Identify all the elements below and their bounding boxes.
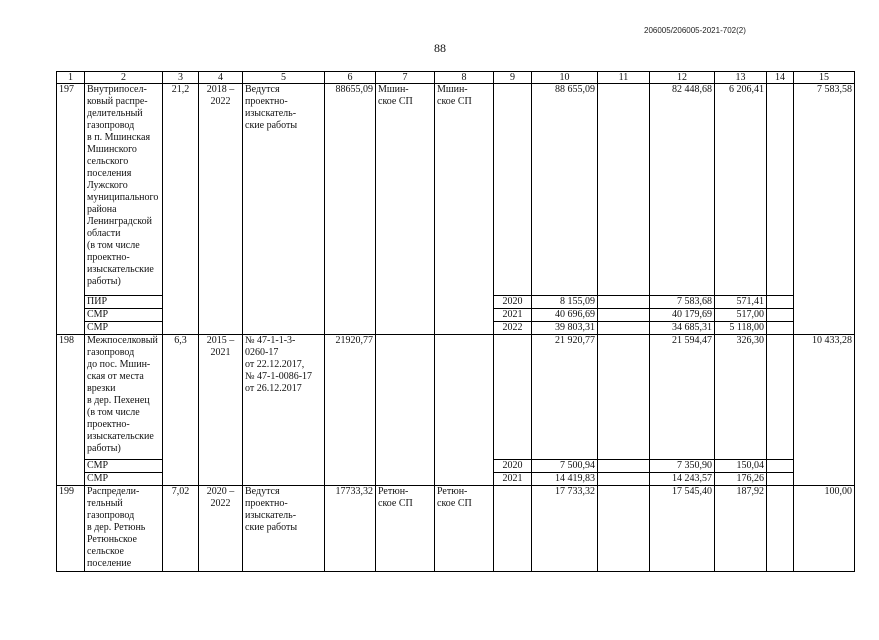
- amount-col10: 40 696,69: [532, 309, 598, 322]
- row-number: 198: [57, 335, 85, 486]
- header-cell: 12: [650, 72, 715, 84]
- amount-col11: [598, 460, 650, 473]
- work-type: СМР: [85, 460, 163, 473]
- header-cell: 1: [57, 72, 85, 84]
- period-years: 2018 – 2022: [199, 84, 243, 335]
- amount-col13: 326,30: [715, 335, 767, 460]
- amount-col13: 6 206,41: [715, 84, 767, 296]
- amount-col14: [767, 322, 794, 335]
- amount-col10: 88 655,09: [532, 84, 598, 296]
- amount-col10: 14 419,83: [532, 473, 598, 486]
- project-status: Ведутся проектно- изыскатель- ские работы: [243, 486, 325, 572]
- table-row: [57, 335, 855, 460]
- amount-col10: 21 920,77: [532, 335, 598, 460]
- object-name: Внутрипосел- ковый распре- делительный газопровод в п. Мшинская Мшинского сельского поселения Лужского муниципального района Ленинградской области (в том числе проектно- изыскательские работы): [85, 84, 163, 296]
- amount-col15: 10 433,28: [794, 335, 855, 486]
- year-cell: [494, 335, 532, 460]
- year-cell: [494, 486, 532, 572]
- table-row: [57, 84, 855, 296]
- amount-col10: 7 500,94: [532, 460, 598, 473]
- customer: Ретюн- ское СП: [376, 486, 435, 572]
- amount-col12: 21 594,47: [650, 335, 715, 460]
- amount-col12: 14 243,57: [650, 473, 715, 486]
- total-cost: 88655,09: [325, 84, 376, 335]
- amount-col10: 17 733,32: [532, 486, 598, 572]
- page-number: 88: [434, 41, 446, 55]
- amount-col15: 100,00: [794, 486, 855, 572]
- header-cell: 5: [243, 72, 325, 84]
- amount-col12: 82 448,68: [650, 84, 715, 296]
- amount-col13: 517,00: [715, 309, 767, 322]
- year-cell: 2020: [494, 460, 532, 473]
- object-name: Межпоселковый газопровод до пос. Мшин- ская от места врезки в дер. Пехенец (в том числе проектно- изыскательские работы): [85, 335, 163, 460]
- period-years: 2020 – 2022: [199, 486, 243, 572]
- document-id: 206005/206005-2021-702(2): [644, 26, 746, 35]
- operator: [435, 335, 494, 486]
- amount-col12: 17 545,40: [650, 486, 715, 572]
- amount-col13: 150,04: [715, 460, 767, 473]
- year-cell: 2021: [494, 309, 532, 322]
- total-cost: 17733,32: [325, 486, 376, 572]
- table-row: [57, 486, 855, 572]
- operator: Ретюн- ское СП: [435, 486, 494, 572]
- header-cell: 13: [715, 72, 767, 84]
- amount-col15: 7 583,58: [794, 84, 855, 335]
- amount-col11: [598, 486, 650, 572]
- amount-col14: [767, 309, 794, 322]
- project-status: Ведутся проектно- изыскатель- ские работы: [243, 84, 325, 335]
- header-cell: 4: [199, 72, 243, 84]
- customer: Мшин- ское СП: [376, 84, 435, 335]
- total-cost: 21920,77: [325, 335, 376, 486]
- amount-col12: 7 583,68: [650, 296, 715, 309]
- header-cell: 8: [435, 72, 494, 84]
- row-number: 199: [57, 486, 85, 572]
- header-cell: 14: [767, 72, 794, 84]
- amount-col11: [598, 335, 650, 460]
- amount-col13: 5 118,00: [715, 322, 767, 335]
- length-km: 7,02: [163, 486, 199, 572]
- amount-col12: 7 350,90: [650, 460, 715, 473]
- amount-col10: 39 803,31: [532, 322, 598, 335]
- amount-col13: 176,26: [715, 473, 767, 486]
- amount-col14: [767, 486, 794, 572]
- header-cell: 6: [325, 72, 376, 84]
- amount-col14: [767, 296, 794, 309]
- amount-col14: [767, 473, 794, 486]
- period-years: 2015 – 2021: [199, 335, 243, 486]
- header-row: [57, 72, 855, 84]
- header-cell: 11: [598, 72, 650, 84]
- header-cell: 3: [163, 72, 199, 84]
- work-type: СМР: [85, 309, 163, 322]
- year-cell: 2021: [494, 473, 532, 486]
- header-cell: 9: [494, 72, 532, 84]
- amount-col14: [767, 84, 794, 296]
- amount-col14: [767, 335, 794, 460]
- length-km: 21,2: [163, 84, 199, 335]
- amount-col11: [598, 309, 650, 322]
- customer: [376, 335, 435, 486]
- year-cell: 2022: [494, 322, 532, 335]
- header-cell: 15: [794, 72, 855, 84]
- work-type: ПИР: [85, 296, 163, 309]
- operator: Мшин- ское СП: [435, 84, 494, 335]
- object-name: Распредели- тельный газопровод в дер. Ретюнь Ретюньское сельское поселение: [85, 486, 163, 572]
- amount-col14: [767, 460, 794, 473]
- header-cell: 7: [376, 72, 435, 84]
- work-type: СМР: [85, 473, 163, 486]
- amount-col12: 40 179,69: [650, 309, 715, 322]
- amount-col13: 187,92: [715, 486, 767, 572]
- investment-table: [56, 71, 855, 572]
- amount-col11: [598, 84, 650, 296]
- project-status: № 47-1-1-3- 0260-17 от 22.12.2017, № 47-1-0086-17 от 26.12.2017: [243, 335, 325, 486]
- amount-col13: 571,41: [715, 296, 767, 309]
- header-cell: 10: [532, 72, 598, 84]
- amount-col10: 8 155,09: [532, 296, 598, 309]
- year-cell: 2020: [494, 296, 532, 309]
- year-cell: [494, 84, 532, 296]
- work-type: СМР: [85, 322, 163, 335]
- amount-col11: [598, 296, 650, 309]
- amount-col12: 34 685,31: [650, 322, 715, 335]
- length-km: 6,3: [163, 335, 199, 486]
- header-cell: 2: [85, 72, 163, 84]
- amount-col11: [598, 473, 650, 486]
- row-number: 197: [57, 84, 85, 335]
- amount-col11: [598, 322, 650, 335]
